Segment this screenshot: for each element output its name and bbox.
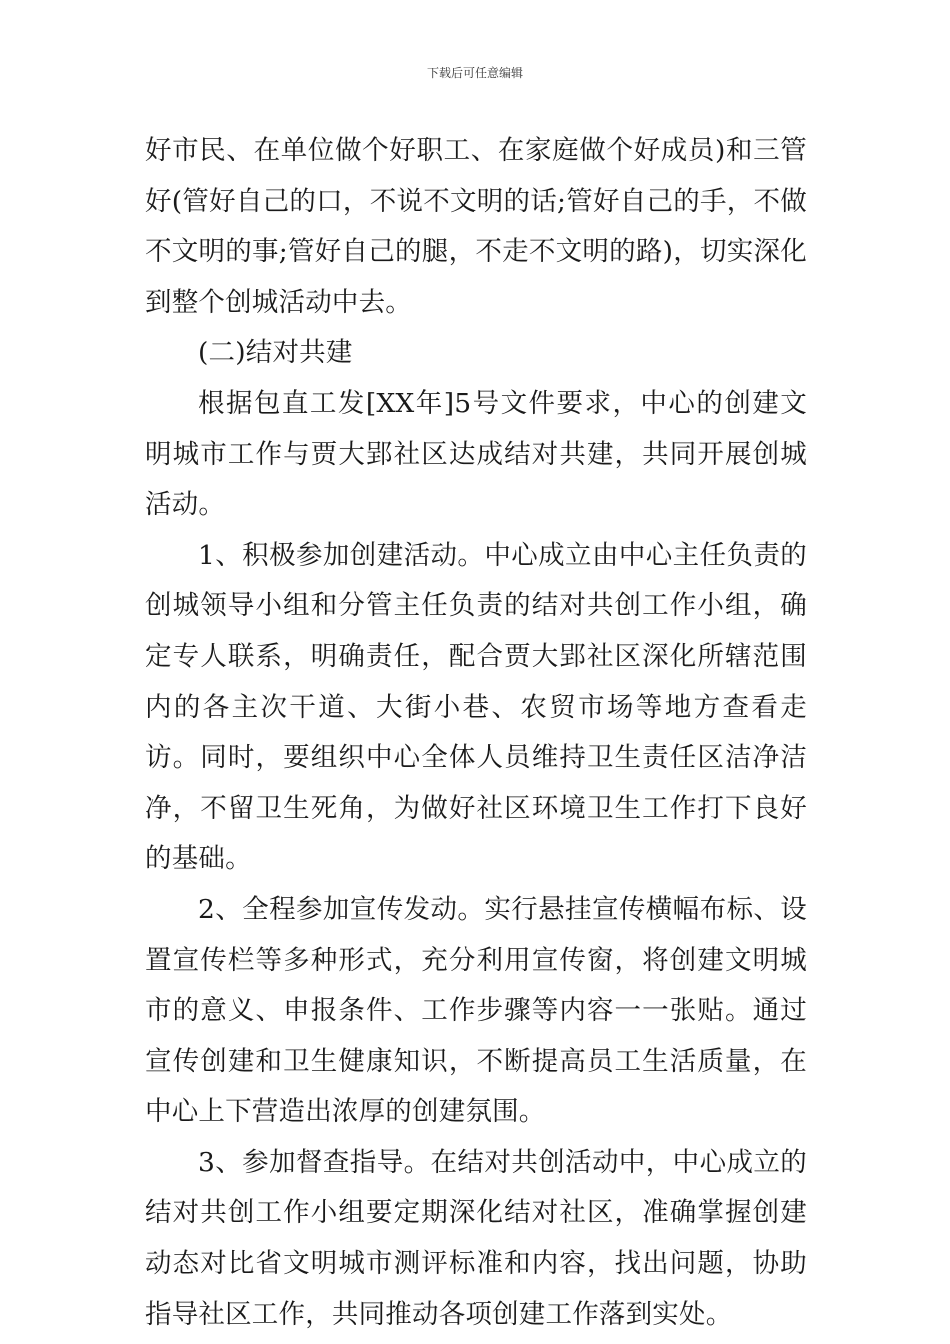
- document-body: [145, 126, 807, 1340]
- paragraph-intro: 根据包直工发[XX年]5号文件要求，中心的创建文明城市工作与贾大郢社区达成结对共建，共同开展创城活动。: [145, 387, 807, 521]
- page-header-note: 下载后可任意编辑: [426, 66, 523, 80]
- paragraph-continuation: 好市民、在单位做个好职工、在家庭做个好成员)和三管好(管好自己的口，不说不文明的话;管好自己的手，不做不文明的事;管好自己的腿，不走不文明的路)，切实深化到整个创城活动中去。: [145, 135, 807, 318]
- paragraph-item-1: 1、积极参加创建活动。中心成立由中心主任负责的创城领导小组和分管主任负责的结对共创工作小组，确定专人联系，明确责任，配合贾大郢社区深化所辖范围内的各主次干道、大街小巷、农贸市场等地方查看走访。同时，要组织中心全体人员维持卫生责任区洁净洁净，不留卫生死角，为做好社区环境卫生工作打下良好的基础。: [145, 539, 807, 875]
- section-heading-pairing: (二)结对共建: [198, 337, 353, 369]
- paragraph-item-2: 2、全程参加宣传发动。实行悬挂宣传横幅布标、设置宣传栏等多种形式，充分利用宣传窗，将创建文明城市的意义、申报条件、工作步骤等内容一一张贴。通过宣传创建和卫生健康知识，不断提高员工生活质量，在中心上下营造出浓厚的创建氛围。: [145, 893, 807, 1128]
- paragraph-item-3: 3、参加督查指导。在结对共创活动中，中心成立的结对共创工作小组要定期深化结对社区，准确掌握创建动态对比省文明城市测评标准和内容，找出问题，协助指导社区工作，共同推动各项创建工作落到实处。: [145, 1146, 807, 1330]
